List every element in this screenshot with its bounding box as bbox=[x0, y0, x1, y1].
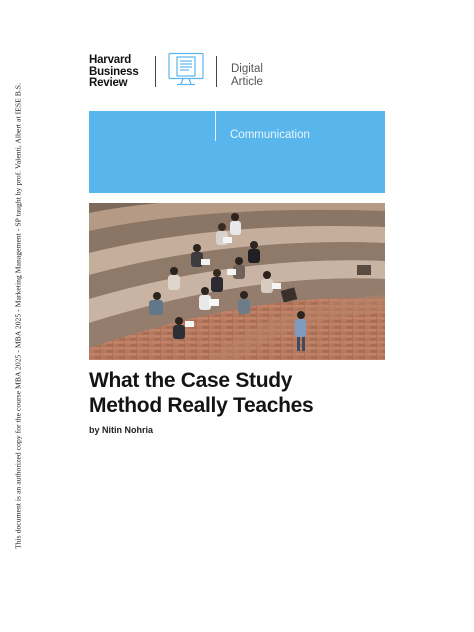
banner-divider bbox=[215, 111, 216, 141]
article-title bbox=[89, 368, 389, 418]
logo-line: Review bbox=[89, 77, 128, 89]
students-amphitheater-image bbox=[89, 203, 385, 360]
divider bbox=[216, 56, 217, 87]
logo-line: Harvard bbox=[89, 54, 132, 66]
cover-photo bbox=[89, 203, 385, 360]
divider bbox=[155, 56, 156, 87]
title-line: What the Case Study bbox=[89, 369, 293, 392]
author-byline: by Nitin Nohria bbox=[89, 425, 154, 435]
format-line: Article bbox=[231, 76, 263, 88]
title-line: Method Really Teaches bbox=[89, 394, 314, 417]
section-label: Communication bbox=[230, 129, 310, 141]
digital-document-icon bbox=[167, 52, 205, 88]
hbr-logo bbox=[89, 55, 149, 90]
format-label bbox=[231, 63, 263, 89]
section-banner bbox=[89, 111, 385, 193]
license-note: This document is an authorized copy for the course MBA 2025 - MBA 2025 - Marketing Management - SP taught by prof. Valenti, Albert at IESE B.S. bbox=[13, 82, 23, 550]
format-line: Digital bbox=[231, 63, 263, 75]
logo-line: Business bbox=[89, 65, 139, 78]
